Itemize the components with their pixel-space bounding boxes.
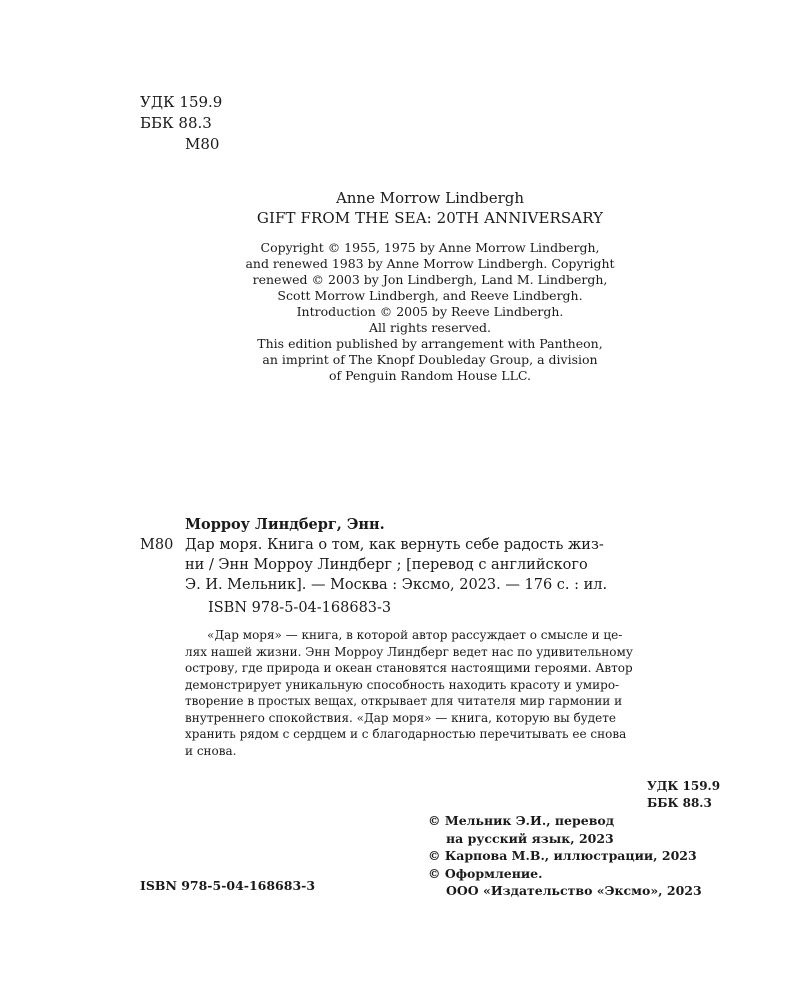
catalog-line: Дар моря. Книга о том, как вернуть себе радость жиз- bbox=[185, 537, 604, 553]
rights-block bbox=[428, 812, 702, 900]
rights-line: © Оформление. bbox=[428, 865, 543, 881]
annotation-codes bbox=[647, 778, 720, 812]
catalog-author-heading: Морроу Линдберг, Энн. bbox=[185, 516, 385, 533]
rights-line: ООО «Издательство «Эксмо», 2023 bbox=[446, 883, 702, 898]
rights-line: на русский язык, 2023 bbox=[446, 830, 614, 846]
original-copyright bbox=[140, 240, 720, 384]
annotation-line: внутреннего спокойствия. «Дар моря» — книга, которую вы будете bbox=[185, 710, 616, 725]
catalog-line: ни / Энн Морроу Линдберг ; [перевод с английского bbox=[185, 557, 588, 573]
copyright-line: Introduction © 2005 by Reeve Lindbergh. bbox=[296, 304, 564, 319]
annotation-line: творение в простых вещах, открывает для читателя мир гармонии и bbox=[185, 694, 623, 708]
copyright-line: of Penguin Random House LLC. bbox=[328, 368, 531, 383]
annotation-udk: УДК 159.9 bbox=[647, 779, 721, 793]
annotation-line: «Дар моря» — книга, в которой автор рассуждает о смысле и це- bbox=[207, 628, 623, 642]
catalog-mark: М80 bbox=[140, 537, 174, 553]
bbk-code: ББК 88.3 bbox=[140, 114, 212, 132]
copyright-line: Scott Morrow Lindbergh, and Reeve Lindbergh. bbox=[277, 288, 583, 303]
copyright-line: and renewed 1983 by Anne Morrow Lindbergh. Copyright bbox=[245, 256, 615, 271]
annotation-bbk: ББК 88.3 bbox=[647, 796, 712, 810]
annotation-line: острову, где природа и океан становятся настоящими героями. Автор bbox=[185, 661, 633, 675]
original-author: Anne Morrow Lindbergh bbox=[335, 189, 525, 207]
annotation bbox=[185, 627, 720, 759]
rights-line: © Мельник Э.И., перевод bbox=[428, 813, 615, 828]
annotation-line: демонстрирует уникальную способность находить красоту и умиро- bbox=[185, 677, 620, 692]
annotation-line: лях нашей жизни. Энн Морроу Линдберг ведет нас по удивительному bbox=[185, 644, 633, 659]
catalog-line: Э. И. Мельник]. — Москва : Эксмо, 2023. — 176 с. : ил. bbox=[185, 577, 608, 593]
copyright-line: renewed © 2003 by Jon Lindbergh, Land M. Lindbergh, bbox=[252, 272, 608, 287]
original-title: GIFT FROM THE SEA: 20TH ANNIVERSARY bbox=[256, 209, 604, 227]
copyright-line: This edition published by arrangement with Pantheon, bbox=[257, 336, 603, 351]
udk-code: УДК 159.9 bbox=[140, 93, 223, 111]
author-mark: М80 bbox=[185, 135, 220, 153]
footer-isbn: ISBN 978-5-04-168683-3 bbox=[140, 878, 316, 893]
copyright-line: Copyright © 1955, 1975 by Anne Morrow Lindbergh, bbox=[260, 240, 600, 255]
copyright-line: an imprint of The Knopf Doubleday Group, a division bbox=[262, 352, 598, 367]
copyright-line: All rights reserved. bbox=[368, 320, 492, 335]
classification-codes bbox=[140, 92, 222, 155]
catalog-description bbox=[185, 535, 720, 595]
annotation-line: и снова. bbox=[185, 743, 237, 758]
annotation-line: хранить рядом с сердцем и с благодарностью перечитывать ее снова bbox=[185, 727, 627, 741]
catalog-isbn: ISBN 978-5-04-168683-3 bbox=[208, 600, 392, 616]
rights-line: © Карпова М.В., иллюстрации, 2023 bbox=[428, 848, 697, 863]
